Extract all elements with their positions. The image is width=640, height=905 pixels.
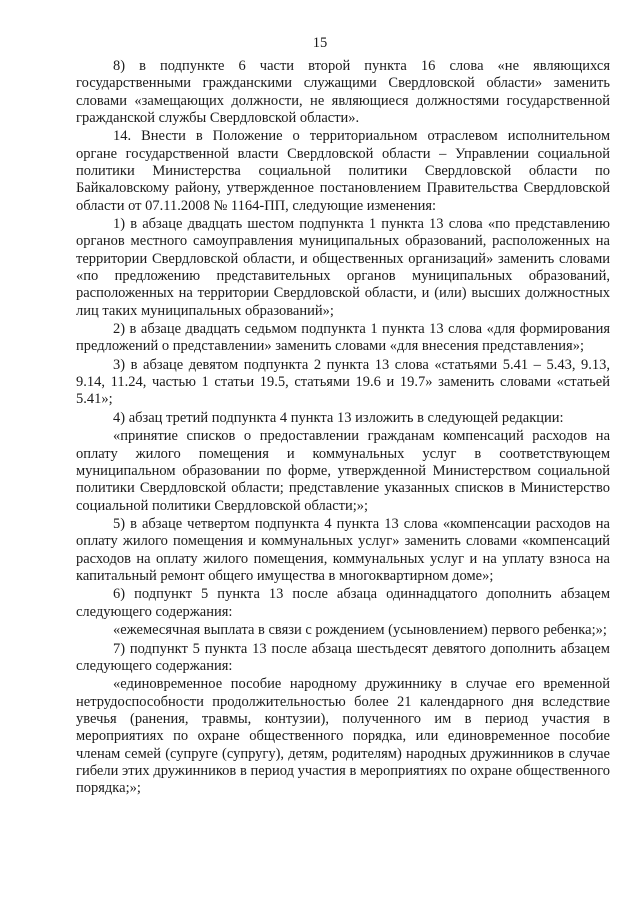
paragraph-quote-1: «принятие списков о предоставлении гражданам компенсаций расходов на оплату жилого помещения и коммунальных услуг в соответствующем муниципальном образовании по форме, утвержденной Министерством социальной политики Свердловской области; представление указанных списков в Министерство социальной политики Свердловской области;»; bbox=[76, 428, 610, 514]
paragraph-item-5: 5) в абзаце четвертом подпункта 4 пункта 13 слова «компенсации расходов на оплату жилого помещения и коммунальных услуг» заменить словами «компенсаций расходов на оплату жилого помещения, коммунальных услуг и на уплату взноса на капитальный ремонт общего имущества в многоквартирном доме»; bbox=[76, 516, 610, 584]
paragraph-item-1: 1) в абзаце двадцать шестом подпункта 1 пункта 13 слова «по представлению органов местного самоуправления муниципальных образований, расположенных на территории Свердловской области, и общественных организаций» заменить словами «по предложению представительных органов муниципальных образований, расположенных на территории Свердловской области, и (или) высших должностных лиц таких муниципальных образований»; bbox=[76, 216, 610, 319]
paragraph-item-4: 4) абзац третий подпункта 4 пункта 13 изложить в следующей редакции: bbox=[113, 409, 564, 426]
paragraph-item-8: 8) в подпункте 6 части второй пункта 16 слова «не являющихся государственными гражданскими служащими Свердловской области» заменить словами «замещающих должности, не являющиеся должностями государственной гражданской службы Свердловской области». bbox=[76, 58, 610, 126]
page-number: 15 bbox=[312, 35, 328, 51]
paragraph-section-14: 14. Внести в Положение о территориальном отраслевом исполнительном органе государственной власти Свердловской области – Управлении социальной политики Министерства социальной политики Свердловской области по Байкаловскому району, утвержденное постановлением Правительства Свердловской области от 07.11.2008 № 1164-ПП, следующие изменения: bbox=[76, 128, 610, 214]
paragraph-item-7: 7) подпункт 5 пункта 13 после абзаца шестьдесят девятого дополнить абзацем следующего содержания: bbox=[76, 640, 610, 674]
paragraph-item-6: 6) подпункт 5 пункта 13 после абзаца одиннадцатого дополнить абзацем следующего содержания: bbox=[76, 586, 610, 620]
document-body bbox=[76, 58, 610, 799]
paragraph-item-3: 3) в абзаце девятом подпункта 2 пункта 13 слова «статьями 5.41 – 5.43, 9.13, 9.14, 11.24, частью 1 статьи 19.5, статьями 19.6 и 19.7» заменить словами «статьей 5.41»; bbox=[76, 356, 610, 408]
paragraph-quote-3: «единовременное пособие народному дружиннику в случае его временной нетрудоспособности продолжительностью более 21 календарного дня вследствие увечья (ранения, травмы, контузии), полученного им в период участия в мероприятиях по охране общественного порядка, или единовременное пособие членам семей (супруге (супругу), детям, родителям) народных дружинников в случае гибели этих дружинников в период участия в мероприятиях по охране общественного порядка;»; bbox=[76, 676, 610, 797]
paragraph-quote-2: «ежемесячная выплата в связи с рождением (усыновлением) первого ребенка;»; bbox=[113, 622, 607, 639]
paragraph-item-2: 2) в абзаце двадцать седьмом подпункта 1 пункта 13 слова «для формирования предложений о представлении» заменить словами «для внесения представления»; bbox=[76, 321, 610, 355]
